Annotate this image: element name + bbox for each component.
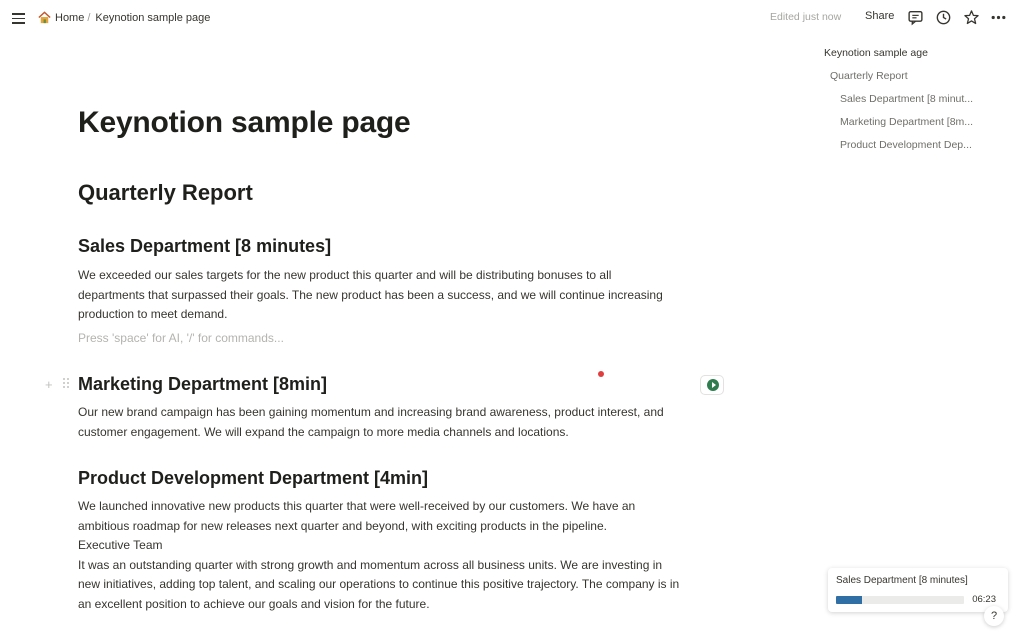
- home-icon: [37, 10, 52, 25]
- star-icon[interactable]: [963, 9, 980, 26]
- play-timer-button[interactable]: [700, 375, 724, 395]
- product-line: ambitious roadmap for new releases next quarter and beyond, with exciting products in the pipeline.: [78, 518, 607, 533]
- marketing-line: customer engagement. We will expand the campaign to more media channels and locations.: [78, 424, 569, 439]
- heading-quarterly-report[interactable]: Quarterly Report: [78, 180, 253, 205]
- heading-sales-department[interactable]: Sales Department [8 minutes]: [78, 236, 332, 256]
- add-block-plus-icon[interactable]: +: [45, 377, 53, 392]
- history-clock-icon[interactable]: [935, 9, 952, 26]
- top-bar: [0, 0, 1020, 36]
- menu-icon[interactable]: [10, 9, 28, 27]
- heading-product-development[interactable]: Product Development Department [4min]: [78, 468, 429, 488]
- outline-item-quarterly-report[interactable]: Quarterly Report: [830, 70, 908, 82]
- marketing-paragraph[interactable]: [78, 403, 738, 442]
- outline-item-marketing[interactable]: Marketing Department [8m...: [840, 116, 974, 128]
- outline-panel: [824, 46, 1004, 161]
- play-icon: [707, 379, 719, 391]
- timer-progress-bar: [836, 596, 964, 604]
- edited-status: Edited just now: [770, 11, 842, 23]
- sales-line: We exceeded our sales targets for the new product this quarter and will be distributing bonuses to all: [78, 268, 612, 282]
- sales-paragraph[interactable]: [78, 266, 738, 325]
- breadcrumb-separator: /: [87, 11, 91, 24]
- sales-line: production to meet demand.: [78, 307, 228, 321]
- breadcrumb-current-page[interactable]: Keynotion sample page: [95, 11, 211, 24]
- sales-line: departments that surpassed their goals. The new product has been a success, and we will continue increasing: [78, 287, 663, 302]
- outline-item-sales[interactable]: Sales Department [8 minut...: [840, 93, 974, 105]
- marketing-line: Our new brand campaign has been gaining momentum and increasing brand awareness, product interest, and: [78, 405, 664, 419]
- drag-handle-icon[interactable]: [63, 378, 71, 390]
- executive-team-line: Executive Team: [78, 538, 163, 552]
- comment-icon[interactable]: [907, 9, 924, 26]
- page-title[interactable]: Keynotion sample page: [78, 106, 411, 139]
- breadcrumb-home[interactable]: Home: [55, 11, 85, 24]
- timer-section-title: Sales Department [8 minutes]: [836, 575, 968, 586]
- help-button[interactable]: ?: [984, 606, 1004, 626]
- product-line: new initiatives, adding top talent, and scaling our operations to continue this positive trajectory. The company is in: [78, 577, 680, 591]
- outline-item-product-development[interactable]: Product Development Dep...: [840, 139, 972, 151]
- timer-remaining-time: 06:23: [972, 594, 996, 605]
- share-button[interactable]: Share: [865, 10, 895, 22]
- product-line: an excellent position to achieve our goals and vision for the future.: [78, 596, 430, 611]
- breadcrumb: [37, 10, 210, 25]
- product-line: It was an outstanding quarter with strong growth and momentum across all business units. We are investing in: [78, 557, 663, 572]
- heading-marketing-department[interactable]: Marketing Department [8min]: [78, 374, 328, 394]
- product-paragraph[interactable]: [78, 497, 738, 614]
- section-timer-widget[interactable]: [828, 568, 1008, 612]
- timer-progress-fill: [836, 596, 862, 604]
- product-line: We launched innovative new products this quarter that were well-received by our customers. We have an: [78, 499, 636, 513]
- recording-indicator-dot: [598, 371, 604, 377]
- empty-block-placeholder[interactable]: Press 'space' for AI, '/' for commands...: [78, 331, 284, 345]
- outline-item-page[interactable]: Keynotion sample age: [824, 47, 928, 59]
- more-options-icon[interactable]: [990, 9, 1007, 26]
